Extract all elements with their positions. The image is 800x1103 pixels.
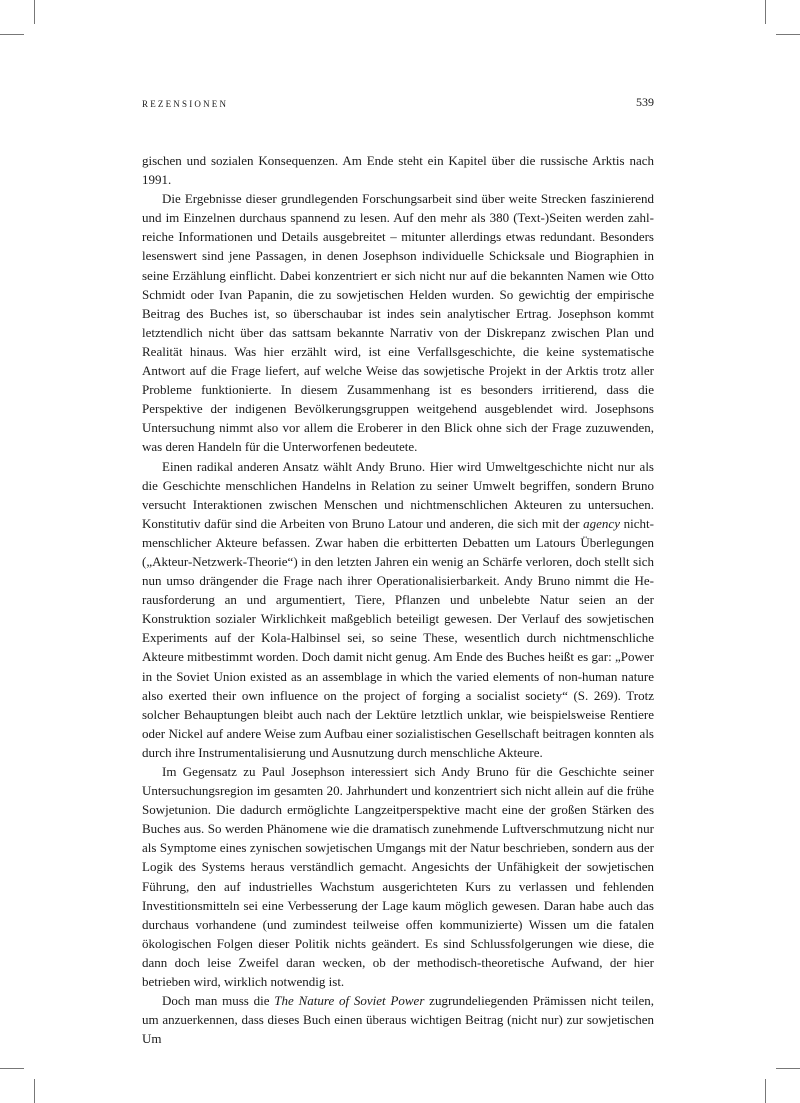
running-head: rezensionen [142, 95, 229, 110]
page-header [142, 95, 654, 111]
body-text [142, 151, 654, 1048]
paragraph-text: Die Ergebnisse dieser grundlegenden Forschungsarbeit sind über weite Strecken faszinierend und im Einzelnen durchaus spannend zu lesen. Auf den mehr als 380 (Text-)Seiten werden zahlreiche Informationen und Details ausgebreitet – mitunter allerdings etwas redundant. Besonders lesenswert sind jene Passagen, in denen Josephson individuelle Schicksale und Biographien in seine Erzählung einflicht. Dabei konzentriert er sich nicht nur auf die bekannten Namen wie Otto Schmidt oder Ivan Papanin, die zu sowjetischen Helden wurden. So gewichtig der empirische Beitrag des Buches ist, so überschaubar ist indes sein analytischer Ertrag. Josephson kommt letztendlich nicht über das sattsam bekannte Narrativ von der Diskrepanz zwischen Plan und Realität hinaus. Was hier erzählt wird, ist eine Verfallsgeschichte, die keine systematische Antwort auf die Frage liefert, auf welche Weise das sowjetische Projekt in der Arktis trotz aller Probleme funktionierte. In diesem Zusammenhang ist es besonders irritierend, dass die Perspektive der indigenen Bevölkerungsgruppen weitgehend ausgeblendet wird. Josephsons Untersuchung nimmt also vor allem die Eroberer in den Blick ohne sich der Frage zuzuwenden, was deren Handeln für die Unterworfenen bedeutete. [142, 191, 654, 455]
paragraph-4 [142, 762, 654, 991]
paragraph-1 [142, 151, 654, 189]
italic-text: agency [583, 515, 620, 531]
paragraph-text: Doch man muss die [162, 993, 275, 1009]
paragraph-5 [142, 991, 654, 1048]
paragraph-text: Einen radikal anderen Ansatz wählt Andy Bruno. Hier wird Umweltgeschichte nicht nur als die Geschichte menschlichen Handelns in Relation zu seiner Umwelt begriffen, sondern Bruno versucht Interaktionen zwischen Menschen und nichtmenschlichen Akteuren zu untersuchen. Konstitutiv dafür sind die Arbeiten von Bruno Latour und anderen, die sich mit der [142, 458, 654, 531]
paragraph-2 [142, 189, 654, 456]
crop-mark-bottom-left-h [0, 1068, 24, 1069]
paragraph-text: Im Gegensatz zu Paul Josephson interessiert sich Andy Bruno für die Geschichte seiner Untersuchungsregion im gesamten 20. Jahrhundert und konzentriert sich nicht allein auf die frühe Sowjetunion. Die dadurch ermöglichte Langzeitperspektive macht eine der großen Stärken des Buches aus. So werden Phänomene wie die dramatisch zunehmende Luftverschmutzung nicht nur als Symptome eines zynischen sowjetischen Umgangs mit der Natur beschrieben, sondern aus der Logik des Systems heraus verständlich gemacht. Angesichts der Unfähigkeit der sowjetischen Führung, den auf industrielles Wachstum ausgerichteten Kurs zu verlassen und fehlenden Investitionsmitteln sei eine Verbesserung der Lage kaum möglich gewesen. Daran habe auch das durchaus vorhandene (und zumindest teilweise offen kommunizierte) Wissen um die fatalen ökologischen Folgen dieser Politik nichts geändert. Es sind Schlussfolgerungen wie diese, die dann doch leise Zweifel daran wecken, ob der methodisch-theoretische Aufwand, der hier betrieben wird, wirklich notwendig ist. [142, 764, 654, 990]
paragraph-text: zugrundeliegenden Prämissen nicht teilen, um anzuerkennen, dass dieses Buch einen überaus wichtigen Beitrag (nicht nur) zur sowjetischen Um [142, 993, 654, 1047]
crop-mark-bottom-right-v [765, 1079, 766, 1103]
crop-mark-top-left-h [0, 34, 24, 35]
italic-text: The Nature of Soviet Power [274, 993, 425, 1009]
paragraph-3 [142, 457, 654, 763]
paragraph-text: gischen und sozialen Konsequenzen. Am Ende steht ein Kapitel über die russische Arktis nach 1991. [142, 153, 654, 188]
crop-mark-top-right-v [765, 0, 766, 24]
crop-mark-bottom-left-v [34, 1079, 35, 1103]
crop-mark-top-left-v [34, 0, 35, 24]
crop-mark-bottom-right-h [776, 1068, 800, 1069]
crop-mark-top-right-h [776, 34, 800, 35]
page-number: 539 [636, 95, 654, 109]
paragraph-text: nichtmenschlicher Akteure befassen. Zwar haben die erbitterten Debatten um Latours Überlegungen („Akteur-Netzwerk-Theorie“) in den letzten Jahren ein wenig an Schärfe verloren, doch stellt sich nun umso drängender die Frage nach ihrer Operationalisierbarkeit. Andy Bruno nimmt die Herausforderung an und argumentiert, Tiere, Pflanzen und unbelebte Natur seien an der Konstruktion sozialer Wirklichkeit maßgeblich beteiligt gewesen. Der Verlauf des sowjetischen Experiments auf der Kola-Halbinsel sei, so seine These, wesentlich durch nichtmenschliche Akteure mitbestimmt worden. Doch damit nicht genug. Am Ende des Buches heißt es gar: „Power in the Soviet Union existed as an assemblage in which the varied elements of non-human nature also exerted their own influence on the project of forging a socialist society“ (S. 269). Trotz solcher Behauptungen bleibt auch nach der Lektüre letztlich unklar, wie beispielsweise Rentiere oder Nickel auf andere Weise zum Aufbau einer sozialistischen Gesellschaft beitragen konnten als durch ihre Instrumentalisierung und Ausnutzung durch menschliche Akteure. [142, 515, 654, 760]
